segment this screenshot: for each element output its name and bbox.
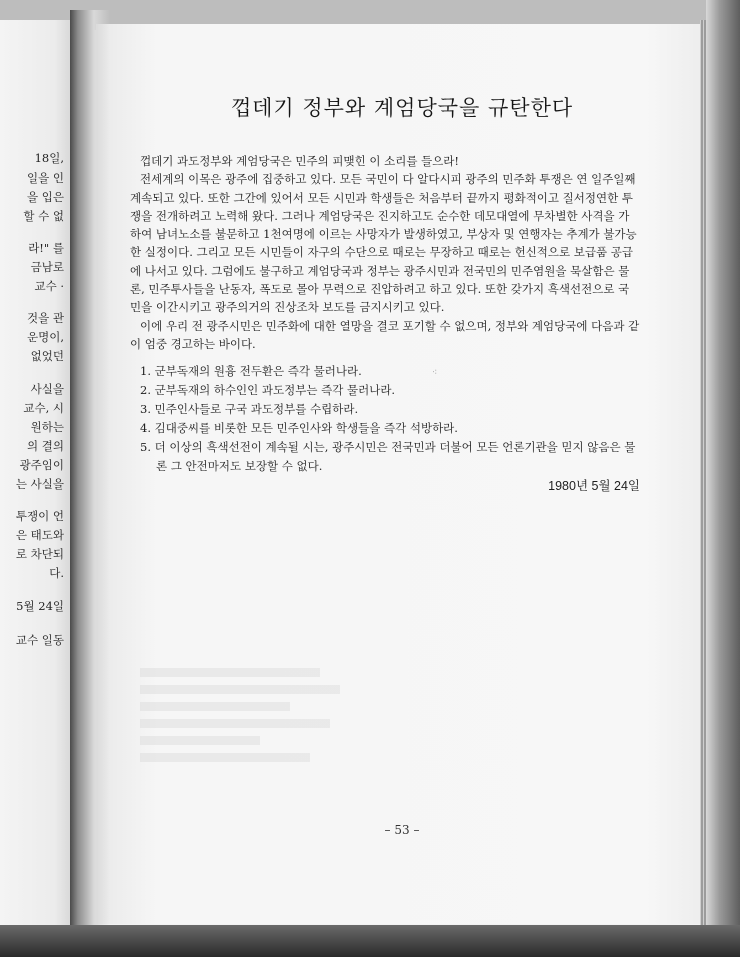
left-page-text-fragment: 교수 일동 bbox=[15, 633, 64, 647]
paragraph-line: 이 엄중 경고하는 바이다. bbox=[130, 337, 256, 352]
bleed-through-text bbox=[140, 668, 360, 778]
left-page-text-fragment: 할 수 없 bbox=[23, 209, 64, 223]
intro-paragraph bbox=[130, 152, 642, 317]
left-page-text-fragment: 라!" 를 bbox=[28, 241, 64, 255]
scan-bottom-edge bbox=[0, 925, 740, 957]
left-page-text-fragment: 은 태도와 bbox=[15, 528, 64, 542]
paragraph-line: 쟁을 전개하려고 노력해 왔다. 그러나 계엄당국은 진지하고도 순수한 데모대열에 무차별한 사격을 가 bbox=[130, 208, 630, 223]
demand-item: 2. 군부독재의 하수인인 과도정부는 즉각 물러나라. bbox=[140, 383, 396, 397]
paragraph-line: 껍데기 과도정부와 계엄당국은 민주의 피맺힌 이 소리를 들으라! bbox=[140, 154, 460, 168]
left-page-text-fragment: 교수, 시 bbox=[23, 401, 64, 415]
left-page-text-fragment: 는 사실을 bbox=[15, 477, 64, 491]
left-page-text-fragment: 금남로 bbox=[30, 260, 64, 274]
warning-paragraph bbox=[130, 317, 642, 354]
scan-speck: ⁖ bbox=[432, 368, 438, 378]
left-page-text-fragment: 것을 관 bbox=[27, 311, 64, 325]
left-facing-page bbox=[0, 20, 78, 925]
page-title: 껍데기 정부와 계엄당국을 규탄한다 bbox=[230, 96, 574, 120]
left-page-text-fragment: 18일, bbox=[34, 151, 64, 165]
paragraph-line: 하여 남녀노소를 불문하고 1천여명에 이르는 사망자가 발생하였고, 부상자 및 연행자는 추계가 불가능 bbox=[130, 227, 637, 242]
left-page-text-fragment: 교수 · bbox=[34, 279, 64, 293]
left-page-text-fragment: 광주임이 bbox=[19, 458, 64, 472]
demand-item: 3. 민주인사들로 구국 과도정부를 수립하라. bbox=[140, 402, 359, 416]
left-page-text-fragment: 의 결의 bbox=[27, 439, 64, 453]
left-page-text-fragment: 다. bbox=[49, 566, 64, 580]
paragraph-line: 이에 우리 전 광주시민은 민주화에 대한 열망을 결코 포기할 수 없으며, 정부와 계엄당국에 다음과 같 bbox=[140, 319, 640, 333]
left-page-text-fragment: 운명이, bbox=[27, 330, 64, 344]
left-page-text-fragment: 원하는 bbox=[30, 420, 64, 434]
paragraph-line: 전세계의 이목은 광주에 집중하고 있다. 모든 국민이 다 알다시피 광주의 민주화 투쟁은 연 일주일째 bbox=[140, 172, 636, 187]
paragraph-line: 민을 이간시키고 광주의거의 진상조차 보도를 금지시키고 있다. bbox=[130, 300, 445, 315]
left-page-text-fragment: 5월 24일 bbox=[16, 599, 64, 613]
demand-item-continuation: 론 그 안전마저도 보장할 수 없다. bbox=[156, 459, 323, 473]
book-gutter-shadow bbox=[70, 10, 110, 925]
demand-item: 1. 군부독재의 원흉 전두환은 즉각 물러나라. bbox=[140, 364, 362, 378]
left-page-text-fragment: 없었던 bbox=[30, 349, 64, 363]
page-number: – 53 – bbox=[384, 823, 420, 837]
left-page-text-fragment: 투쟁이 언 bbox=[15, 509, 64, 523]
left-page-text-fragment: 을 입은 bbox=[27, 190, 64, 204]
demand-item: 5. 더 이상의 흑색선전이 계속될 시는, 광주시민은 전국민과 더불어 모든 언론기관을 믿지 않음은 물 bbox=[140, 440, 636, 454]
scan-right-edge bbox=[706, 0, 740, 957]
paragraph-line: 한 실정이다. 그리고 모든 시민들이 자구의 수단으로 때로는 무장하고 때로는 헌신적으로 보급품 공급 bbox=[130, 245, 633, 260]
paragraph-line: 에 나서고 있다. 그럼에도 불구하고 계엄당국과 정부는 광주시민과 전국민의 민주염원을 묵살함은 물 bbox=[130, 263, 630, 278]
demands-list bbox=[140, 362, 650, 476]
paragraph-line: 론, 민주투사들을 난동자, 폭도로 몰아 무력으로 진압하려고 하고 있다. 또한 갖가지 흑색선전으로 국 bbox=[130, 282, 630, 297]
demand-item: 4. 김대중씨를 비롯한 모든 민주인사와 학생들을 즉각 석방하라. bbox=[140, 421, 458, 435]
left-page-text-fragment: 사실을 bbox=[30, 382, 64, 396]
paragraph-line: 계속되고 있다. 또한 그간에 있어서 모든 시민과 학생들은 처음부터 끝까지 평화적이고 질서정연한 투 bbox=[130, 190, 633, 205]
left-page-text-fragment: 로 차단되 bbox=[15, 547, 64, 561]
left-page-text-fragment: 일을 인 bbox=[27, 171, 64, 185]
document-date: 1980년 5월 24일 bbox=[548, 479, 640, 493]
